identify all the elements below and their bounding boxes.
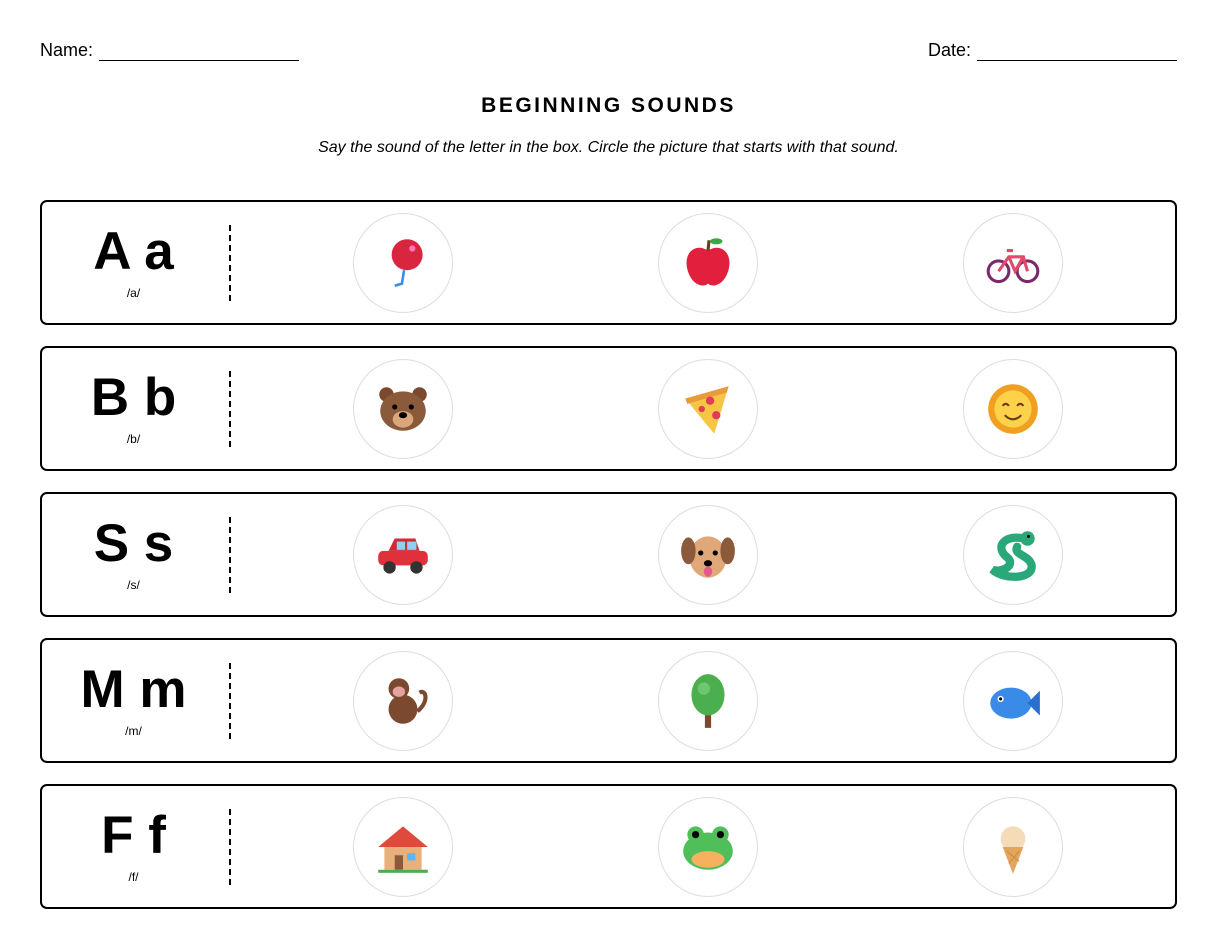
instructions: Say the sound of the letter in the box. Circle the picture that starts with that sound. <box>318 139 899 156</box>
dashed-divider <box>229 371 231 447</box>
picture-choice-pizza[interactable] <box>658 359 758 459</box>
picture-choice-frog[interactable] <box>658 797 758 897</box>
picture-choice-tree[interactable] <box>658 651 758 751</box>
dashed-divider <box>229 225 231 301</box>
ice-cream-icon <box>982 816 1044 878</box>
date-label: Date: <box>927 40 971 60</box>
picture-choice-snake[interactable] <box>963 505 1063 605</box>
name-label: Name: <box>40 40 94 60</box>
date-field[interactable] <box>928 40 1177 61</box>
letter-pair: M m <box>80 660 187 719</box>
fish-icon <box>982 670 1044 732</box>
bicycle-icon <box>982 232 1044 294</box>
dashed-divider <box>229 663 231 739</box>
letter-sound: /s/ <box>127 578 140 592</box>
page-title: BEGINNING SOUNDS <box>481 94 736 117</box>
letter-pair: S s <box>93 514 174 573</box>
dashed-divider <box>229 517 231 593</box>
picture-choice-balloon[interactable] <box>353 213 453 313</box>
house-icon <box>372 816 434 878</box>
letter-sound: /m/ <box>125 724 142 738</box>
letter-row-f <box>40 784 1177 909</box>
letter-pair: A a <box>93 222 174 281</box>
frog-icon <box>677 816 739 878</box>
picture-choice-dog[interactable] <box>658 505 758 605</box>
picture-choice-monkey[interactable] <box>353 651 453 751</box>
picture-choice-house[interactable] <box>353 797 453 897</box>
name-line[interactable] <box>99 44 299 61</box>
letter-sound: /a/ <box>126 286 141 300</box>
dog-icon <box>677 524 739 586</box>
picture-choice-ice-cream[interactable] <box>963 797 1063 897</box>
letter-pair: F f <box>101 806 166 865</box>
tree-icon <box>677 670 739 732</box>
letter-row-s <box>40 492 1177 617</box>
balloon-icon <box>372 232 434 294</box>
letter-pair: B b <box>90 368 177 427</box>
date-line[interactable] <box>977 44 1177 61</box>
picture-choice-car[interactable] <box>353 505 453 605</box>
car-icon <box>372 524 434 586</box>
monkey-icon <box>372 670 434 732</box>
name-field[interactable] <box>40 40 299 61</box>
letter-sound: /b/ <box>126 432 141 446</box>
pizza-icon <box>677 378 739 440</box>
letter-row-a <box>40 200 1177 325</box>
sun-icon <box>982 378 1044 440</box>
picture-choice-fish[interactable] <box>963 651 1063 751</box>
bear-icon <box>372 378 434 440</box>
letter-row-m <box>40 638 1177 763</box>
letter-sound: /f/ <box>128 870 139 884</box>
letter-row-b <box>40 346 1177 471</box>
picture-choice-bicycle[interactable] <box>963 213 1063 313</box>
picture-choice-bear[interactable] <box>353 359 453 459</box>
picture-choice-sun[interactable] <box>963 359 1063 459</box>
snake-icon <box>982 524 1044 586</box>
apple-icon <box>677 232 739 294</box>
picture-choice-apple[interactable] <box>658 213 758 313</box>
dashed-divider <box>229 809 231 885</box>
